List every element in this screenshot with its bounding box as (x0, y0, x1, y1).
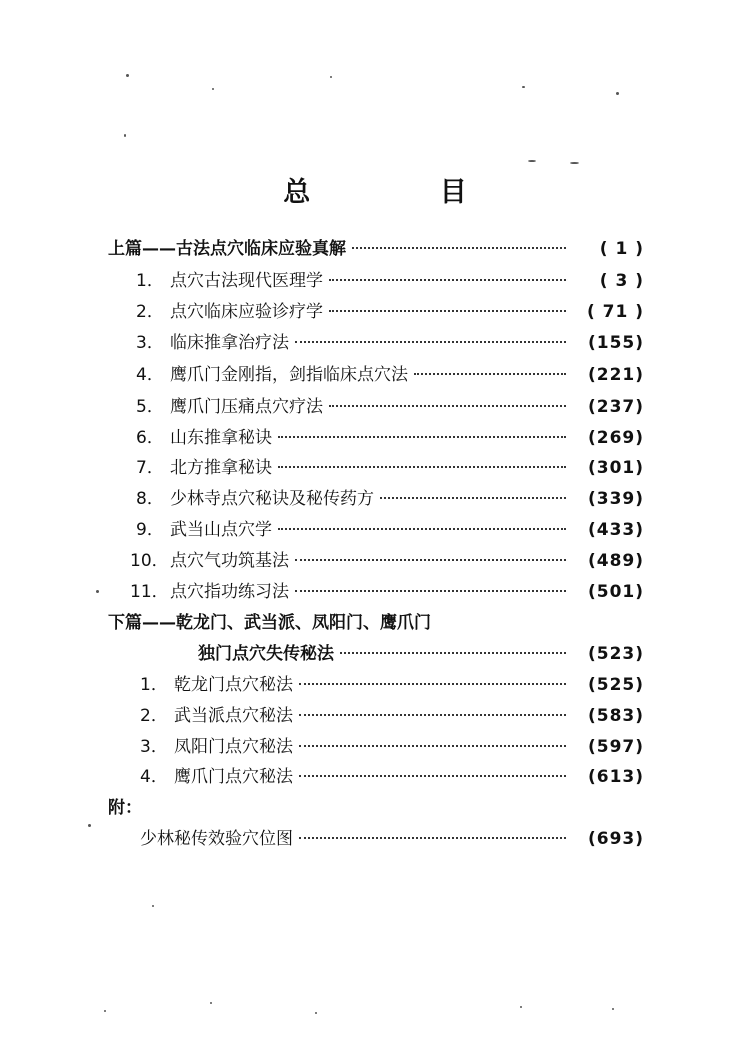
entry-title: 鹰爪门压痛点穴疗法 (170, 397, 323, 417)
toc-entry (136, 299, 644, 325)
entry-number: 5． (136, 397, 164, 417)
entry-title: 点穴古法现代医理学 (170, 271, 323, 291)
entry-title: 临床推拿治疗法 (170, 333, 289, 353)
entry-number: 11． (130, 582, 169, 602)
dot-leader (329, 279, 566, 281)
toc-entry (136, 362, 644, 388)
entry-title: 武当派点穴秘法 (174, 706, 293, 726)
scan-speck (570, 162, 579, 164)
entry-title: 少林秘传效验穴位图 (140, 829, 293, 849)
scan-speck (212, 88, 214, 90)
entry-number: 10． (130, 551, 169, 571)
toc-entry (136, 394, 644, 420)
page-number: ( 3 ) (599, 271, 644, 291)
entry-number: 4． (136, 365, 164, 385)
entry-title: 点穴气功筑基法 (170, 551, 289, 571)
dot-leader (299, 775, 566, 777)
entry-title: 点穴指功练习法 (170, 582, 289, 602)
dot-leader (299, 714, 566, 716)
toc-entry (136, 517, 644, 543)
entry-title: 乾龙门点穴秘法 (174, 675, 293, 695)
dot-leader (352, 247, 566, 249)
entry-number: 6． (136, 428, 164, 448)
toc-entry (140, 703, 644, 729)
dot-leader (299, 745, 566, 747)
dot-leader (299, 837, 566, 839)
scan-speck (88, 824, 91, 827)
toc-entry (136, 330, 644, 356)
dot-leader (299, 683, 566, 685)
page-number: (613) (587, 767, 644, 787)
entry-title: 鹰爪门金刚指，剑指临床点穴法 (170, 365, 408, 385)
dot-leader (295, 341, 566, 343)
appendix-title: 附： (108, 798, 142, 818)
entry-title: 武当山点穴学 (170, 520, 272, 540)
scan-speck (96, 590, 99, 593)
page-number: (339) (587, 489, 644, 509)
page-number: (597) (587, 737, 644, 757)
scan-speck (315, 1012, 317, 1014)
dot-leader (414, 373, 566, 375)
toc-entry (140, 734, 644, 760)
entry-title: 少林寺点穴秘诀及秘传药方 (170, 489, 374, 509)
scan-speck (126, 74, 129, 77)
page-title: 总 目 (283, 177, 527, 208)
entry-number: 8． (136, 489, 164, 509)
toc-entry (136, 425, 644, 451)
scan-speck (616, 92, 619, 95)
dot-leader (329, 310, 566, 312)
toc-entry (136, 455, 644, 481)
page-number: (525) (587, 675, 644, 695)
page-number: (221) (587, 365, 644, 385)
scan-speck (330, 76, 332, 78)
toc-entry (140, 764, 644, 790)
scan-speck (520, 1006, 522, 1008)
page-number: (489) (587, 551, 644, 571)
scan-speck (152, 905, 154, 907)
page-number: ( 1 ) (599, 239, 644, 259)
toc-entry (130, 548, 644, 574)
entry-number: 7． (136, 458, 164, 478)
toc-entry (130, 579, 644, 605)
page-number: (155) (587, 333, 644, 353)
page-number: (523) (587, 644, 644, 664)
part-title: 上篇——古法点穴临床应验真解 (108, 239, 346, 259)
part-title-line2: 独门点穴失传秘法 (198, 644, 334, 664)
toc-entry (140, 672, 644, 698)
dot-leader (278, 436, 566, 438)
scan-speck (104, 1010, 106, 1012)
page-number: (501) (587, 582, 644, 602)
page-number: (583) (587, 706, 644, 726)
toc-part-heading (108, 236, 644, 262)
entry-number: 4． (140, 767, 168, 787)
dot-leader (380, 497, 566, 499)
scan-speck (528, 160, 536, 162)
dot-leader (340, 652, 566, 654)
toc-entry (136, 486, 644, 512)
entry-title: 北方推拿秘诀 (170, 458, 272, 478)
toc-appendix-heading (108, 795, 644, 821)
toc-entry (136, 268, 644, 294)
scan-speck (210, 1002, 212, 1004)
entry-number: 3． (136, 333, 164, 353)
dot-leader (329, 405, 566, 407)
toc-part-heading-continued (198, 641, 644, 667)
toc-entry (140, 826, 644, 852)
dot-leader (295, 559, 566, 561)
entry-title: 山东推拿秘诀 (170, 428, 272, 448)
entry-title: 鹰爪门点穴秘法 (174, 767, 293, 787)
dot-leader (295, 590, 566, 592)
page-number: (433) (587, 520, 644, 540)
entry-number: 2． (136, 302, 164, 322)
dot-leader (278, 466, 566, 468)
entry-title: 凤阳门点穴秘法 (174, 737, 293, 757)
page-number: (269) (587, 428, 644, 448)
entry-number: 3． (140, 737, 168, 757)
page-number: (237) (587, 397, 644, 417)
scan-speck (124, 134, 126, 137)
scan-speck (612, 1008, 614, 1010)
entry-number: 2． (140, 706, 168, 726)
page-number: (693) (587, 829, 644, 849)
page-number: (301) (587, 458, 644, 478)
scan-speck (522, 86, 525, 88)
page-number: ( 71 ) (586, 302, 644, 322)
dot-leader (278, 528, 566, 530)
part-title: 下篇——乾龙门、武当派、凤阳门、鹰爪门 (108, 613, 431, 633)
entry-number: 9． (136, 520, 164, 540)
entry-title: 点穴临床应验诊疗学 (170, 302, 323, 322)
entry-number: 1． (140, 675, 168, 695)
toc-part-heading (108, 610, 644, 636)
entry-number: 1． (136, 271, 164, 291)
